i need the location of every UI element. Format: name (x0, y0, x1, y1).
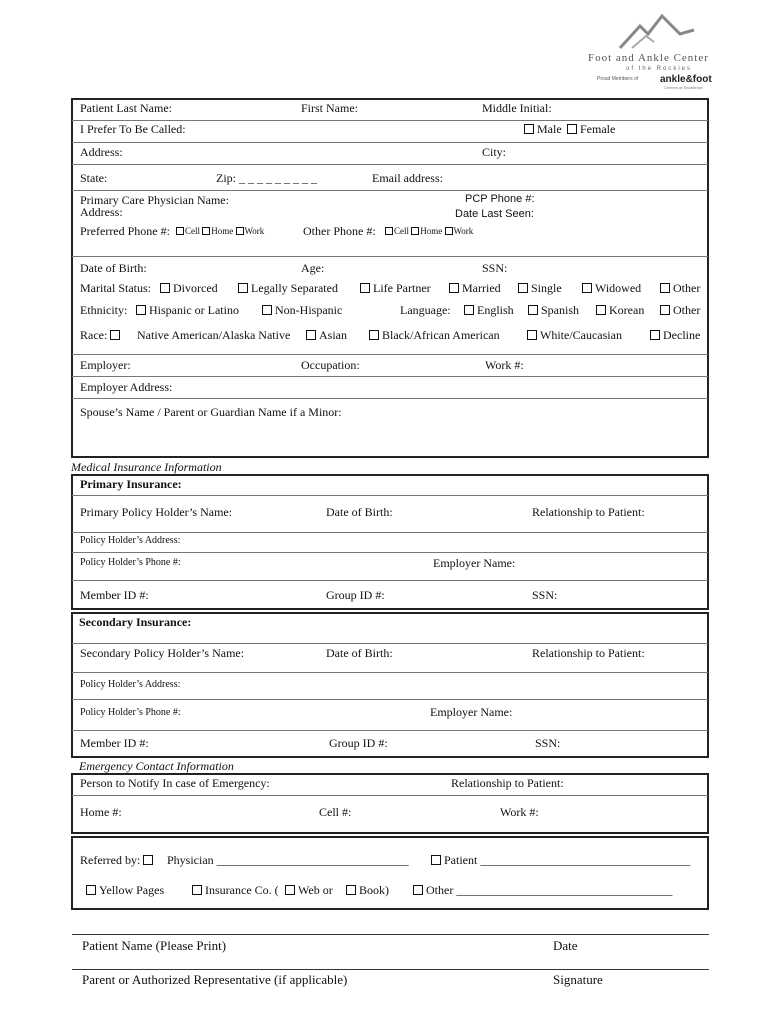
insurance-heading: Medical Insurance Information (71, 460, 222, 474)
date-last-seen-label[interactable]: Date Last Seen: (455, 208, 534, 220)
signature-label[interactable]: Signature (553, 972, 603, 987)
emergency-cell-label[interactable]: Cell #: (319, 805, 352, 819)
language-label: Language: (400, 303, 451, 317)
first-name-label[interactable]: First Name: (301, 101, 358, 115)
female-option[interactable]: Female (567, 122, 615, 137)
preferred-phone-label[interactable]: Preferred Phone #: (80, 224, 170, 238)
partner-prefix: Proud Members of (597, 76, 639, 82)
preferred-phone-options[interactable]: Cell Home Work (176, 226, 264, 236)
male-option[interactable]: Male (524, 122, 562, 137)
pref-work-checkbox[interactable] (236, 227, 244, 235)
state-label[interactable]: State: (80, 171, 108, 185)
book-option[interactable]: Book) (346, 883, 389, 898)
preferred-name-label[interactable]: I Prefer To Be Called: (80, 122, 186, 136)
secondary-group-id-label[interactable]: Group ID #: (329, 736, 388, 750)
spouse-guardian-label[interactable]: Spouse’s Name / Parent or Guardian Name if a Minor: (80, 405, 342, 419)
partner-logo: ankle&foot (660, 74, 712, 85)
black-option[interactable]: Black/African American (369, 328, 500, 343)
secondary-employer-label[interactable]: Employer Name: (430, 705, 513, 719)
patient-referral-option[interactable]: Patient ___________________________________ (431, 853, 690, 868)
email-label[interactable]: Email address: (372, 171, 443, 185)
yellow-pages-option[interactable]: Yellow Pages (86, 883, 164, 898)
date-label[interactable]: Date (553, 938, 578, 953)
patient-info-section (71, 98, 709, 458)
pref-home-checkbox[interactable] (202, 227, 210, 235)
life-partner-option[interactable]: Life Partner (360, 281, 431, 296)
white-option[interactable]: White/Caucasian (527, 328, 622, 343)
primary-insurance-title: Primary Insurance: (80, 477, 182, 491)
insurance-co-option[interactable]: Insurance Co. ( (192, 883, 279, 898)
widowed-option[interactable]: Widowed (582, 281, 641, 296)
legally-separated-option[interactable]: Legally Separated (238, 281, 338, 296)
emergency-heading: Emergency Contact Information (79, 759, 234, 773)
representative-label[interactable]: Parent or Authorized Representative (if applicable) (82, 972, 348, 987)
english-option[interactable]: English (464, 303, 514, 318)
decline-option[interactable]: Decline (650, 328, 700, 343)
physician-field[interactable]: Physician ________________________________ (167, 853, 409, 867)
secondary-dob-label[interactable]: Date of Birth: (326, 646, 393, 660)
female-checkbox[interactable] (567, 124, 577, 134)
employer-label[interactable]: Employer: (80, 358, 131, 372)
logo-title: Foot and Ankle Center (588, 52, 709, 64)
hispanic-option[interactable]: Hispanic or Latino (136, 303, 239, 318)
secondary-holder-phone-label[interactable]: Policy Holder’s Phone #: (80, 707, 181, 718)
primary-holder-address-label[interactable]: Policy Holder’s Address: (80, 535, 181, 546)
secondary-member-id-label[interactable]: Member ID #: (80, 736, 149, 750)
marital-status-label: Marital Status: (80, 281, 151, 295)
secondary-insurance-title: Secondary Insurance: (79, 615, 192, 629)
language-other-option[interactable]: Other (660, 303, 700, 318)
other-home-checkbox[interactable] (411, 227, 419, 235)
race-checkbox[interactable] (110, 330, 120, 340)
secondary-ssn-label[interactable]: SSN: (535, 736, 561, 750)
middle-initial-label[interactable]: Middle Initial: (482, 101, 552, 115)
divorced-option[interactable]: Divorced (160, 281, 218, 296)
referred-by-label: Referred by: (80, 853, 156, 868)
patient-name-print-label[interactable]: Patient Name (Please Print) (82, 938, 227, 953)
primary-group-id-label[interactable]: Group ID #: (326, 588, 385, 602)
primary-relationship-label[interactable]: Relationship to Patient: (532, 505, 645, 519)
pref-cell-checkbox[interactable] (176, 227, 184, 235)
work-number-label[interactable]: Work #: (485, 358, 524, 372)
primary-ssn-label[interactable]: SSN: (532, 588, 558, 602)
spanish-option[interactable]: Spanish (528, 303, 579, 318)
emergency-relationship-label[interactable]: Relationship to Patient: (451, 776, 564, 790)
referral-other-option[interactable]: Other ____________________________________ (413, 883, 672, 898)
emergency-home-label[interactable]: Home #: (80, 805, 122, 819)
secondary-relationship-label[interactable]: Relationship to Patient: (532, 646, 645, 660)
ssn-label[interactable]: SSN: (482, 261, 508, 275)
other-work-checkbox[interactable] (445, 227, 453, 235)
physician-checkbox[interactable] (143, 855, 153, 865)
other-cell-checkbox[interactable] (385, 227, 393, 235)
pcp-phone-label[interactable]: PCP Phone #: (465, 193, 535, 205)
last-name-label[interactable]: Patient Last Name: (80, 101, 172, 115)
pcp-name-label[interactable]: Primary Care Physician Name: (80, 193, 229, 207)
primary-dob-label[interactable]: Date of Birth: (326, 505, 393, 519)
referral-section (71, 836, 709, 910)
age-label[interactable]: Age: (301, 261, 325, 275)
race-label: Race: (80, 328, 123, 343)
employer-address-label[interactable]: Employer Address: (80, 380, 173, 394)
secondary-holder-label[interactable]: Secondary Policy Holder’s Name: (80, 646, 245, 660)
other-phone-options[interactable]: Cell Home Work (385, 226, 473, 236)
other-phone-label[interactable]: Other Phone #: (303, 224, 376, 238)
male-checkbox[interactable] (524, 124, 534, 134)
mountain-logo-icon (618, 10, 698, 50)
occupation-label[interactable]: Occupation: (301, 358, 360, 372)
asian-option[interactable]: Asian (306, 328, 347, 343)
primary-member-id-label[interactable]: Member ID #: (80, 588, 149, 602)
dob-label[interactable]: Date of Birth: (80, 261, 147, 275)
logo-subtitle: of the Rockies (626, 66, 693, 72)
ethnicity-label: Ethnicity: (80, 303, 128, 317)
single-option[interactable]: Single (518, 281, 562, 296)
emergency-work-label[interactable]: Work #: (500, 805, 539, 819)
city-label[interactable]: City: (482, 145, 507, 159)
web-option[interactable]: Web or (285, 883, 333, 898)
address-label[interactable]: Address: (80, 145, 123, 159)
pcp-address-label[interactable]: Address: (80, 205, 123, 219)
zip-label[interactable]: Zip: _ _ _ _ _ _ _ _ _ (216, 171, 317, 185)
emergency-notify-label[interactable]: Person to Notify In case of Emergency: (80, 776, 270, 790)
secondary-holder-address-label[interactable]: Policy Holder’s Address: (80, 679, 181, 690)
primary-holder-label[interactable]: Primary Policy Holder’s Name: (80, 505, 233, 519)
primary-holder-phone-label[interactable]: Policy Holder’s Phone #: (80, 557, 181, 568)
primary-employer-label[interactable]: Employer Name: (433, 556, 516, 570)
native-american-option[interactable]: Native American/Alaska Native (137, 328, 291, 342)
marital-other-option[interactable]: Other (660, 281, 700, 296)
partner-subtitle: Centers of Excellence (664, 85, 703, 90)
married-option[interactable]: Married (449, 281, 501, 296)
non-hispanic-option[interactable]: Non-Hispanic (262, 303, 342, 318)
korean-option[interactable]: Korean (596, 303, 644, 318)
